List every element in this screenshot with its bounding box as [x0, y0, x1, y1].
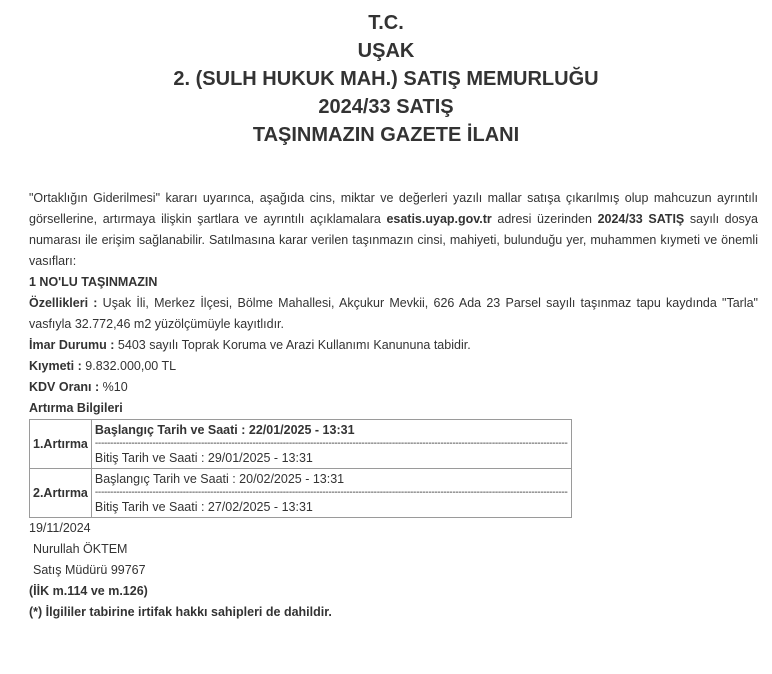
- auction-row-1-label: 1.Artırma: [30, 420, 92, 469]
- announcement-date: 19/11/2024: [29, 521, 91, 535]
- features-value: Uşak İli, Merkez İlçesi, Bölme Mahallesi, Akçukur Mevkii, 626 Ada 23 Parsel sayılı taşınmaz tapu kaydında "Tarla" vasfıyla 32.772,46 m2 yüzölçümüyle kayıtlıdır.: [29, 296, 758, 331]
- auction-row-1-start: [95, 420, 568, 440]
- value-amount: 9.832.000,00 TL: [81, 359, 177, 373]
- zoning-value: 5403 sayılı Toprak Koruma ve Arazi Kullanımı Kanununa tabidir.: [114, 338, 471, 352]
- value-label: Kıymeti :: [29, 359, 82, 373]
- intro-file-number: 2024/33 SATIŞ: [597, 212, 685, 226]
- property-zoning: [29, 335, 758, 356]
- intro-text-2: adresi üzerinden: [491, 212, 598, 226]
- officer-name: Nurullah ÖKTEM: [33, 542, 128, 556]
- property-heading: [29, 272, 758, 293]
- auction-row-2-start: Başlangıç Tarih ve Saati : 20/02/2025 - 13:31: [94, 472, 345, 486]
- property-value: [29, 356, 758, 377]
- intro-text-1: "Ortaklığın Giderilmesi" kararı uyarınca, aşağıda cins, miktar ve değerleri yazılı mallar satışa çıkarılmış olup mahcuzun ayrıntılı görsellerine, artırmaya ilişkin şartlara ve ayrıntılı açıklamalara: [29, 191, 758, 226]
- auction-row-2-separator: ------------------------------------------------------------------------------------------------------------------------------------------------------------: [94, 489, 568, 497]
- intro-paragraph: [29, 188, 758, 272]
- announcement-body: [29, 188, 758, 623]
- auction-row-1-separator: ------------------------------------------------------------------------------------------------------------------------------------------------------------: [94, 440, 568, 448]
- auction-row-2: [30, 469, 572, 518]
- auction-heading: [29, 398, 758, 419]
- header-line-file: 2024/33 SATIŞ: [318, 96, 454, 118]
- auction-row-1-end: Bitiş Tarih ve Saati : 29/01/2025 - 13:31: [94, 451, 313, 465]
- vat-value: %10: [99, 380, 128, 394]
- intro-site-link: esatis.uyap.gov.tr: [386, 212, 492, 226]
- vat-label: KDV Oranı :: [29, 380, 100, 394]
- header-line-tc: T.C.: [368, 12, 404, 34]
- auction-heading-text: Artırma Bilgileri: [29, 401, 123, 415]
- header-line-office: 2. (SULH HUKUK MAH.) SATIŞ MEMURLUĞU: [173, 68, 599, 90]
- auction-row-2-dates: [91, 469, 571, 518]
- officer-title: Satış Müdürü 99767: [33, 563, 146, 577]
- property-vat: [29, 377, 758, 398]
- announcement-header: [0, 0, 772, 149]
- auction-row-1: [30, 420, 572, 469]
- auction-table: [29, 419, 572, 518]
- footnote-text: (*) İlgililer tabirine irtifak hakkı sahipleri de dahildir.: [29, 605, 332, 619]
- law-reference: [29, 581, 758, 602]
- footnote: [29, 602, 758, 623]
- auction-row-1-start-text: Başlangıç Tarih ve Saati : 22/01/2025 - 13:31: [94, 423, 355, 437]
- intro-text-3: sayılı dosya numarası ile erişim sağlanabilir. Satılmasına karar verilen taşınmazın cinsi, mahiyeti, bulunduğu yer, muhammen kıymeti ve önemli vasıfları:: [29, 212, 759, 268]
- property-features: [29, 293, 758, 335]
- header-line-city: UŞAK: [357, 40, 415, 62]
- property-heading-text: 1 NO'LU TAŞINMAZIN: [29, 275, 158, 289]
- zoning-label: İmar Durumu :: [29, 338, 115, 352]
- auction-row-1-dates: [91, 420, 571, 469]
- auction-row-2-end: Bitiş Tarih ve Saati : 27/02/2025 - 13:31: [94, 500, 313, 514]
- header-line-title: TAŞINMAZIN GAZETE İLANI: [252, 124, 520, 146]
- auction-row-2-label: 2.Artırma: [30, 469, 92, 518]
- features-label: Özellikleri :: [29, 296, 98, 310]
- law-reference-text: (İİK m.114 ve m.126): [29, 584, 148, 598]
